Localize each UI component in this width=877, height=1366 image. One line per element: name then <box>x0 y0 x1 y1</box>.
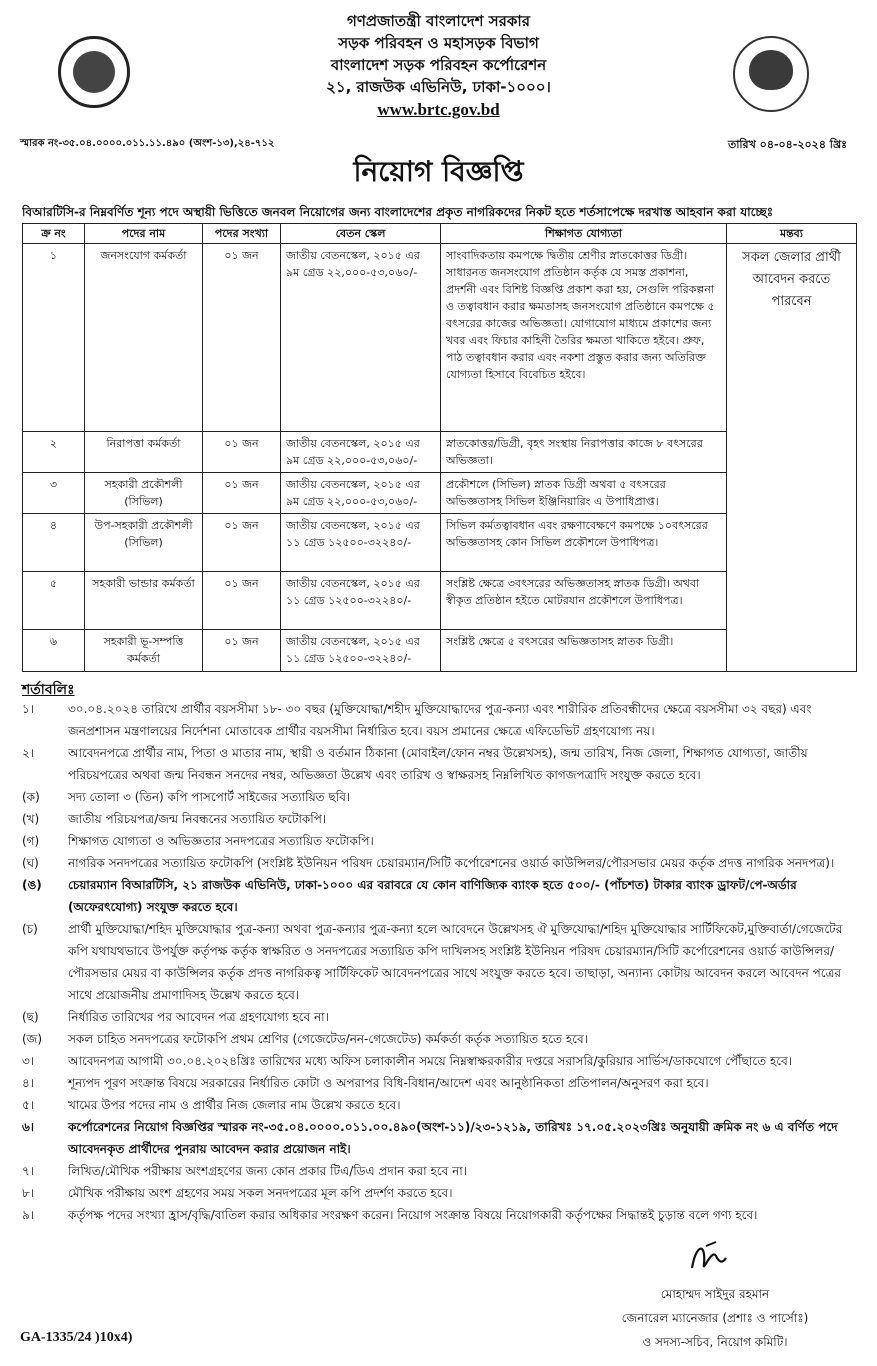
row-serial: ৪ <box>23 514 85 572</box>
row-serial: ৬ <box>23 630 85 672</box>
condition-item <box>22 1116 856 1160</box>
row-qualification: সাংবাদিকতায় কমপক্ষে দ্বিতীয় শ্রেণীর স্নাতকোত্তর ডিগ্রী। সাধারনত জনসংযোগ প্রতিষ্ঠান কর্তৃক যে সমস্ত প্রকাশনা, প্রদর্শনী এবং বিশিষ্ট বিজ্ঞপ্তি প্রকাশ করা হয়, সেগুলি পরিকল্পনা ও তত্বাবধান করার ক্ষমতাসহ জনসংযোগ প্রতিষ্ঠানে কমপক্ষে ৫ বৎসরের কাজের অভিজ্ঞতা। যোগাযোগ মাধ্যমে প্রকাশের জন্য খবর এবং ফিচার কাহিনী তৈরির ক্ষমতা থাকিতে হইবে। প্রুফ, পাঠ তত্বাবধান করার এবং নকশা প্রস্তুত করার জন্য অতিরিক্ত যোগ্যতা হিসাবে বিবেচিত হইবে। <box>441 244 727 432</box>
condition-item <box>22 874 856 918</box>
condition-number: ৭। <box>22 1164 35 1178</box>
row-scale: জাতীয় বেতনস্কেল, ২০১৫ এর ১১ গ্রেড ১২৫০০-৩২২৪০/- <box>281 572 441 630</box>
col-qualification: শিক্ষাগত যোগ্যতা <box>441 224 727 244</box>
row-qualification: প্রকৌশলে (সিভিল) স্নাতক ডিগ্রী অথবা ৫ বৎসরের অভিজ্ঞতাসহ সিভিল ইঞ্জিনিয়ারিং এ উপাধিপ্রাপ্ত। <box>441 473 727 514</box>
advertisement-reference: GA-1335/24 )10x4) <box>20 1330 133 1345</box>
row-post: সহকারী প্রকৌশলী (সিভিল) <box>85 473 203 514</box>
row-qualification: সংশ্লিষ্ট ক্ষেত্রে ৫ বৎসরের অভিজ্ঞতাসহ স্নাতক ডিগ্রী। <box>441 630 727 672</box>
condition-number: (খ) <box>22 812 40 826</box>
row-post: জনসংযোগ কর্মকর্তা <box>85 244 203 432</box>
row-count: ০১ জন <box>203 473 281 514</box>
condition-item <box>22 786 856 808</box>
condition-number: (ছ) <box>22 1010 39 1024</box>
condition-item <box>22 698 856 742</box>
condition-text: জাতীয় পরিচয়পত্র/জন্ম নিবন্ধনের সত্যায়িত ফটোকপি। <box>68 812 327 826</box>
condition-number: ৫। <box>22 1098 35 1112</box>
col-serial: ক্র নং <box>23 224 85 244</box>
condition-item <box>22 1028 856 1050</box>
condition-text: নাগরিক সনদপত্রের সত্যায়িত ফটোকপি (সংশ্লিষ্ট ইউনিয়ন পরিষদ চেয়ারম্যান/সিটি কর্পোরেশনের ওয়ার্ড কাউন্সিলর/পৌরসভার মেয়র কর্তৃক প্রদত্ত নাগরিক সনদপত্র)। <box>68 856 835 870</box>
condition-item <box>22 1182 856 1204</box>
condition-text: শিক্ষাগত যোগ্যতা ও অভিজ্ঞতার সনদপত্রের সত্যায়িত ফটোকপি। <box>68 834 374 848</box>
condition-item <box>22 1094 856 1116</box>
condition-text: ৩০.০৪.২০২৪ তারিখে প্রার্থীর বয়সসীমা ১৮- ৩০ বছর (মুক্তিযোদ্ধা/শহীদ মুক্তিযোদ্ধাদের পুত্র-কন্যা এবং শারীরিক প্রতিবন্ধীদের ক্ষেত্রে বয়সসীমা ৩২ বছর) এবং জনপ্রশাসন মন্ত্রণালয়ের নির্দেশনা মোতাবেক প্রার্থীর বয়সসীমা নির্ধারিত হবে। বয়স প্রমানের ক্ষেত্রে এফিডেভিট গ্রহণযোগ্য নয়। <box>68 702 812 738</box>
row-scale: জাতীয় বেতনস্কেল, ২০১৫ এর ১১ গ্রেড ১২৫০০-৩২২৪০/- <box>281 514 441 572</box>
condition-item <box>22 1006 856 1028</box>
condition-number: ৪। <box>22 1076 35 1090</box>
condition-text: শূন্যপদ পূরণ সংক্রান্ত বিষয়ে সরকারের নির্ধারিত কোটা ও অপরাপর বিধি-বিধান/আদেশ এবং আনুষ্ঠানিকতা প্রতিপালন/অনুসরণ করা হবে। <box>68 1076 709 1090</box>
remark-cell: সকল জেলার প্রার্থী আবেদন করতে পারবেন <box>727 244 857 672</box>
row-serial: ৫ <box>23 572 85 630</box>
row-post: উপ-সহকারী প্রকৌশলী (সিভিল) <box>85 514 203 572</box>
notice-date: তারিখ ০৪-০৪-২০২৪ খ্রিঃ <box>727 138 847 151</box>
condition-text: কর্পোরেশনের নিয়োগ বিজ্ঞপ্তির স্মারক নং-৩৫.০৪.০০০০.০১১.০০.৪৯০(অংশ-১১)/২৩-১২১৯, তারিখঃ ১৭.০৫.২০২৩খ্রিঃ অনুযায়ী ক্রমিক নং ৬ এ বর্ণিত পদে আবেদনকৃত প্রার্থীদের পুনরায় আবেদন করার প্রয়োজন নাই। <box>68 1120 838 1156</box>
table-header-row <box>23 224 857 244</box>
condition-item <box>22 830 856 852</box>
condition-text: খামের উপর পদের নাম ও প্রার্থীর নিজ জেলার নাম উল্লেখ করতে হবে। <box>68 1098 401 1112</box>
condition-number: (চ) <box>22 922 38 936</box>
condition-number: (গ) <box>22 834 40 848</box>
condition-text: আবেদনপত্রে প্রার্থীর নাম, পিতা ও মাতার নাম, স্থায়ী ও বর্তমান ঠিকানা (মোবাইল/ফোন নম্বর উল্লেখসহ), জন্ম তারিখ, নিজ জেলা, শিক্ষাগত যোগ্যতা, জাতীয় পরিচয়পত্রের অথবা জন্ম নিবন্ধন সনদের নম্বর, অভিজ্ঞতা উল্লেখ এবং তারিখ ও স্বাক্ষরসহ নিম্নলিখিত কাগজপত্রাদি সংযুক্ত করতে হবে। <box>68 746 808 782</box>
condition-item <box>22 918 856 1006</box>
row-serial: ২ <box>23 432 85 473</box>
signatory-designation: জেনারেল ম্যানেজার (প্রশাঃ ও পার্সোঃ) <box>621 1311 809 1325</box>
memo-number: স্মারক নং-৩৫.০৪.০০০০.০১১.১১.৪৯০ (অংশ-১৩),২৪-৭১২ <box>20 138 275 149</box>
conditions-heading: শর্তাবলিঃ <box>22 682 75 698</box>
row-qualification: সংশ্লিষ্ট ক্ষেত্রে ৩বৎসরের অভিজ্ঞতাসহ স্নাতক ডিগ্রী। অথবা স্বীকৃত প্রতিষ্ঠান হইতে মোটরযান প্রকৌশলে উপাধিপত্র। <box>441 572 727 630</box>
header-government: গণপ্রজাতন্ত্রী বাংলাদেশ সরকার <box>347 12 530 30</box>
row-count: ০১ জন <box>203 514 281 572</box>
condition-text: প্রার্থী মুক্তিযোদ্ধা/শহিদ মুক্তিযোদ্ধার পুত্র-কন্যা অথবা পুত্র-কন্যার পুত্র-কন্যা হলে আবেদনে উল্লেখসহ ঐ মুক্তিযোদ্ধা/শহিদ মুক্তিযোদ্ধার সার্টিফিকেট,মুক্তিবার্তা/গেজেটের কপি যথাযথভাবে উপর্যুক্ত কর্তৃপক্ষ কর্তৃক স্বাক্ষরিত ও সনদপত্রের সত্যায়িত কপি দাখিলসহ সংশ্লিষ্ট ইউনিয়ন পরিষদ চেয়ারম্যান/সিটি কর্পোরেশনের ওয়ার্ড কাউন্সিলর/পৌরসভার মেয়র বা কাউন্সিলর কর্তৃক প্রদত্ত নাগরিকত্ব সার্টিফিকেট আবেদনপত্রের সাথে সংযুক্ত করতে হবে। তাছাড়া, অন্যান্য কোটায় আবেদন করলে আবেদন পত্রের সাথে প্রয়োজনীয় প্রমাণাদিসহ উল্লেখ করতে হবে। <box>68 922 843 1002</box>
row-count: ০১ জন <box>203 630 281 672</box>
condition-number: ৬। <box>22 1120 35 1134</box>
condition-number: (ক) <box>22 790 40 804</box>
header-address: ২১, রাজউক এভিনিউ, ঢাকা-১০০০। <box>326 78 551 96</box>
signatory-role: ও সদস্য-সচিব, নিয়োগ কমিটি। <box>642 1335 788 1349</box>
condition-text: মৌখিক পরীক্ষায় অংশ গ্রহণের সময় সকল সনদপত্রের মূল কপি প্রদর্শণ করতে হবে। <box>68 1186 453 1200</box>
condition-text: নির্ধারিত তারিখের পর আবেদন পত্র গ্রহণযোগ্য হবে না। <box>68 1010 329 1024</box>
header-website: www.brtc.gov.bd <box>377 100 500 119</box>
condition-item <box>22 742 856 786</box>
condition-text: চেয়ারম্যান বিআরটিসি, ২১ রাজউক এভিনিউ, ঢাকা-১০০০ এর বরাবরে যে কোন বাণিজ্যিক ব্যাংক হতে ৫০০/- (পাঁচশত) টাকার ব্যাংক ড্রাফট/পে-অর্ডার (অফেরৎযোগ্য) সংযুক্ত করতে হবে। <box>68 878 797 914</box>
condition-text: কর্তৃপক্ষ পদের সংখ্যা হ্রাস/বৃদ্ধি/বাতিল করার অধিকার সংরক্ষণ করেন। নিয়োগ সংক্রান্ত বিষয়ে নিয়োগকারী কর্তৃপক্ষের সিদ্ধান্তই চুড়ান্ত বলে গণ্য হবে। <box>68 1208 758 1222</box>
page-title: নিয়োগ বিজ্ঞপ্তি <box>353 155 524 188</box>
conditions-list <box>22 698 856 1226</box>
header-organization: বাংলাদেশ সড়ক পরিবহন কর্পোরেশন <box>330 56 547 74</box>
condition-item <box>22 1072 856 1094</box>
condition-number: (ঘ) <box>22 856 39 870</box>
row-count: ০১ জন <box>203 572 281 630</box>
condition-number: ২। <box>22 746 35 760</box>
condition-number: ৮। <box>22 1186 35 1200</box>
condition-number: ৯। <box>22 1208 35 1222</box>
row-count: ০১ জন <box>203 244 281 432</box>
condition-item <box>22 1160 856 1182</box>
row-count: ০১ জন <box>203 432 281 473</box>
row-post: নিরাপত্তা কর্মকর্তা <box>85 432 203 473</box>
condition-text: সকল চাহিত সনদপত্রের ফটোকপি প্রথম শ্রেণির (গেজেটেড/নন-গেজেটেড) কর্মকর্তা কর্তৃক সত্যায়িত হতে হবে। <box>68 1032 588 1046</box>
condition-text: লিখিত/মৌখিক পরীক্ষায় অংশগ্রহণের জন্য কোন প্রকার টিএ/ডিএ প্রদান করা হবে না। <box>68 1164 468 1178</box>
condition-number: (ঙ) <box>22 878 42 892</box>
condition-item <box>22 808 856 830</box>
col-scale: বেতন স্কেল <box>281 224 441 244</box>
table-row <box>23 244 857 432</box>
condition-item <box>22 1204 856 1226</box>
condition-number: (জ) <box>22 1032 43 1046</box>
row-scale: জাতীয় বেতনস্কেল, ২০১৫ এর ১১ গ্রেড ১২৫০০-৩২২৪০/- <box>281 630 441 672</box>
condition-number: ১। <box>22 702 35 716</box>
row-post: সহকারী ভান্ডার কর্মকর্তা <box>85 572 203 630</box>
col-remark: মন্তব্য <box>727 224 857 244</box>
condition-text: সদ্য তোলা ৩ (তিন) কপি পাসপোর্ট সাইজের সত্যায়িত ছবি। <box>68 790 351 804</box>
row-post: সহকারী ভূ-সম্পত্তি কর্মকর্তা <box>85 630 203 672</box>
row-scale: জাতীয় বেতনস্কেল, ২০১৫ এর ৯ম গ্রেড ২২,০০০-৫৩,০৬০/- <box>281 473 441 514</box>
row-scale: জাতীয় বেতনস্কেল, ২০১৫ এর ৯ম গ্রেড ২২,০০০-৫৩,০৬০/- <box>281 432 441 473</box>
header-division: সড়ক পরিবহন ও মহাসড়ক বিভাগ <box>338 34 539 52</box>
row-qualification: স্নাতকোত্তর/ডিগ্রী, বৃহৎ সংস্থায় নিরাপত্তার কাজে ৮ বৎসরের অভিজ্ঞতা। <box>441 432 727 473</box>
row-serial: ১ <box>23 244 85 432</box>
condition-number: ৩। <box>22 1054 35 1068</box>
vacancy-table <box>22 223 857 672</box>
row-serial: ৩ <box>23 473 85 514</box>
signatory-name: মোহাম্মদ সাইদুর রহমান <box>660 1287 770 1301</box>
col-post: পদের নাম <box>85 224 203 244</box>
row-scale: জাতীয় বেতনস্কেল, ২০১৫ এর ৯ম গ্রেড ২২,০০০-৫৩,০৬০/- <box>281 244 441 432</box>
intro-text: বিআরটিসি-র নিম্নবর্ণিত শূন্য পদে অস্থায়ী ভিত্তিতে জনবল নিয়োগের জন্য বাংলাদেশের প্রকৃত নাগরিকদের নিকট হতে শর্তসাপেক্ষে দরখাস্ত আহবান করা যাচ্ছেঃ <box>22 205 774 219</box>
condition-item <box>22 1050 856 1072</box>
condition-item <box>22 852 856 874</box>
condition-text: আবেদনপত্র আগামী ৩০.০৪.২০২৪খ্রিঃ তারিখের মধ্যে অফিস চলাকালীন সময়ে নিম্নস্বাক্ষরকারীর দপ্তরে সরাসরি/কুরিয়ার সার্ভিস/ডাকযোগে পৌঁছাতে হবে। <box>68 1054 793 1068</box>
row-qualification: সিভিল কর্মতত্বাবধান এবং রক্ষণাবেক্ষণে কমপক্ষে ১০বৎসরের অভিজ্ঞতাসহ কোন সিভিল প্রকৌশলে উপাধিপত্র। <box>441 514 727 572</box>
col-count: পদের সংখ্যা <box>203 224 281 244</box>
signature-mark-icon <box>686 1234 730 1278</box>
